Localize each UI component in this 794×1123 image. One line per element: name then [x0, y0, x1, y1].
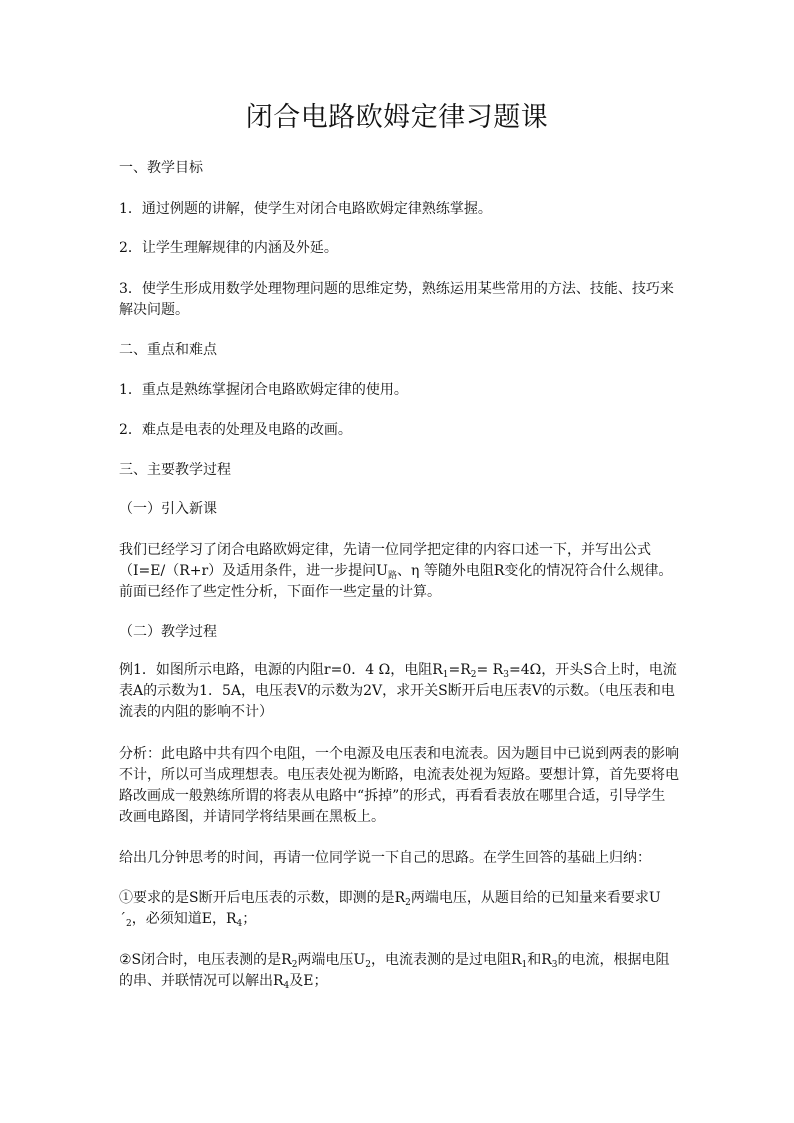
point2-subscript-1: 2	[291, 960, 298, 970]
point1-subscript-3: 4	[236, 919, 243, 929]
example-subscript-3: 3	[503, 670, 509, 680]
example-text-1: 例1．如图所示电路，电源的内阻r=0．4 Ω，电阻R	[119, 662, 443, 678]
example-subscript-1: 1	[442, 670, 449, 680]
point2-text-1: ②S闭合时，电压表测的是R	[119, 952, 292, 968]
intro-paragraph	[119, 540, 679, 603]
section-heading-goals: 一、教学目标	[119, 160, 203, 176]
intro-subscript: 路	[387, 571, 397, 581]
point2-subscript-3: 1	[521, 960, 528, 970]
example-text-3: = R	[476, 662, 504, 678]
point1-text-4: ；	[242, 911, 257, 927]
key-point-2: 2．难点是电表的处理及电路的改画。	[119, 422, 352, 438]
goal-item-3: 3．使学生形成用数学处理物理问题的思维定势，熟练运用某些常用的方法、技能、技巧来解决问题。	[119, 281, 674, 318]
point1-subscript-2: 2	[126, 919, 132, 929]
example-1-paragraph	[119, 660, 679, 723]
section-heading-process: 三、主要教学过程	[119, 462, 231, 478]
point2-text-2: 两端电压U	[297, 952, 366, 968]
goal-item-1: 1．通过例题的讲解，使学生对闭合电路欧姆定律熟练掌握。	[119, 201, 492, 217]
point2-text-3: ，电流表测的是过电阻R	[370, 952, 522, 968]
section-heading-key-points: 二、重点和难点	[119, 342, 217, 358]
reasoning-point-1	[119, 888, 679, 930]
thinking-paragraph: 给出几分钟思考的时间，再请一位同学说一下自己的思路。在学生回答的基础上归纳：	[119, 850, 651, 866]
intro-text-part-1: 我们已经学习了闭合电路欧姆定律，先请一位同学把定律的内容口述一下，并写出公式（I=E/（R+r）及适用条件，进一步提问U	[119, 542, 651, 579]
analysis-paragraph: 分析：此电路中共有四个电阻，一个电源及电压表和电流表。因为题目中已说到两表的影响不计，所以可当成理想表。电压表处视为断路，电流表处视为短路。要想计算，首先要将电路改画成一般熟练所谓的将表从电路中“拆掉”的形式，再看看表放在哪里合适，引导学生改画电路图，并请同学将结果画在黑板上。	[119, 746, 679, 825]
subsection-heading-teaching: （二）教学过程	[119, 624, 217, 640]
point2-text-6: 及E；	[289, 973, 328, 989]
point2-subscript-4: 3	[551, 960, 558, 970]
reasoning-point-2	[119, 950, 679, 992]
subsection-heading-intro: （一）引入新课	[119, 501, 217, 517]
intro-text-part-2: 、η 等随外电阻R变化的情况符合什么规律。前面已经作了些定性分析，下面作一些定量的计算。	[119, 563, 673, 600]
point2-text-4: 和R	[527, 952, 552, 968]
example-subscript-2: 2	[470, 670, 477, 680]
point1-text-1: ①要求的是S断开后电压表的示数，即测的是R	[119, 890, 406, 906]
point1-text-3: ，必须知道E，R	[131, 911, 237, 927]
example-text-2: =R	[448, 662, 471, 678]
goal-item-2: 2．让学生理解规律的内涵及外延。	[119, 240, 338, 256]
point1-subscript-1: 2	[405, 898, 411, 908]
example-text-4: =4Ω，开头S合上时，电流表A的示数为1．5A，电压表V的示数为2V，求开关S断开后电压表V的示数。（电压表和电流表的内阻的影响不计）	[119, 662, 677, 720]
point2-subscript-5: 4	[283, 981, 290, 991]
point1-text-2: 两端电压，从题目给的已知量来看要求U´	[119, 890, 661, 927]
document-title: 闭合电路欧姆定律习题课	[245, 102, 549, 133]
point2-subscript-2: 2	[365, 960, 371, 970]
key-point-1: 1．重点是熟练掌握闭合电路欧姆定律的使用。	[119, 382, 408, 398]
point2-text-5: 的电流，根据电阻的串、并联情况可以解出R	[119, 952, 670, 989]
